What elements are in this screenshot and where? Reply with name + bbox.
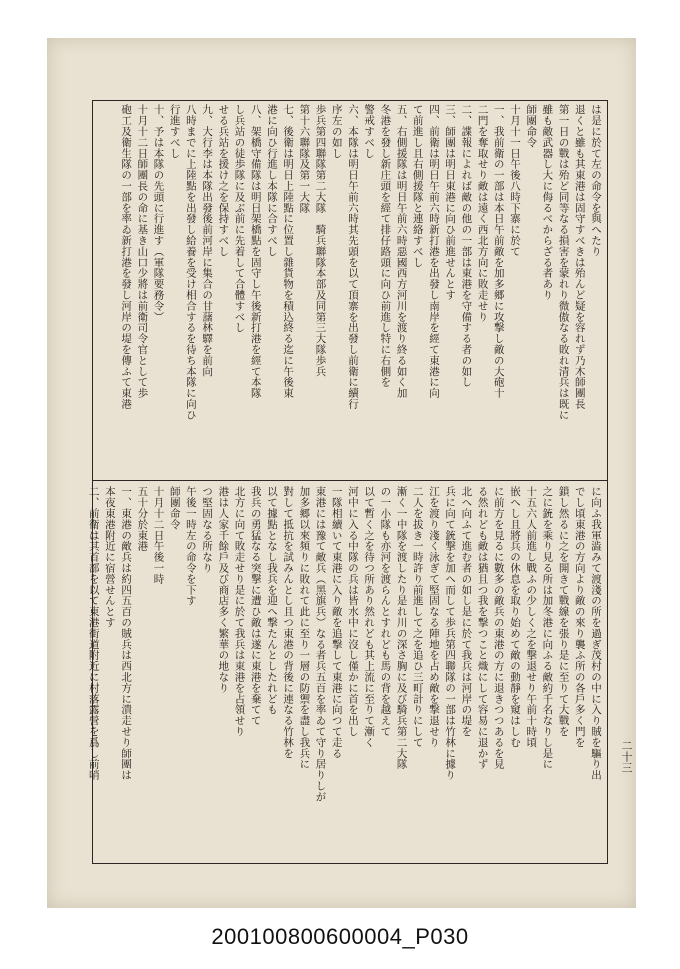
upper-text-block: は是に於て左の命令を與へたり 退くと雖も其東港は固守すべきは殆んど疑を容れず乃木師團長 第一日の戰は殆ど同等なる損害を蒙れり微傲なる敗れ清兵は既に 雖も敵武器し大に侮るべからざる者あり 師團命令 十月十一日午後八時下寨に於て 一、我前衛の一部は本日午前敵を加多郷に攻撃し敵の大砲十 二門を奪取せり敵は遠く西北方向に敗走せり 二、諜報によれば敵の他の一部は東港を守備する者の如し 三、師團は明日東港に向ひ前進せんとす 四、前衛は明日午前六時新打港を出發し南岸を經て東港に向 て前進し且右側援隊と連絡すべし 五、右側援隊は明日午前六時惡國西方河川を渡り終る如く加 冬港を發し新庄頭を經て排仔路頭に向ひ前進し特に右側を 警戒すべし 六、本隊は明日午前六時其先頭を以て頂寨を出發し前衛に續行 序左の如し 歩兵第四聯隊第二大隊 騎兵聯隊本部及同第三大隊歩兵 第十六聯隊及第一大隊 七、後衛は明日上陸點に位置し雜貨物を積込終る迄に午後東 港に向ひ行進し本隊に合すべし 八、架橋守備隊は明日架橋點を固守し午後新打港を經て本隊 し兵站の徒歩隊に及ぶ前に先着して合體すべし せる兵站を援け之を保持すべし 九、大行李は本隊出發後前河岸に集合の甘藷林驛を前向 八時までに上陸點を出發し給養を受け相合するを待ち本隊に向ひ 行進すべし 十、予は本隊の先頭に行進す（軍隊要務令） 十月十二日師團長の命に基き山口少將は前衛司令官として歩 砲工及衛生隊の一部を率ゐ新打港を發し河岸の堤を傳ふて東港 [120, 104, 602, 421]
lower-text-block: に向ふ我軍澁みて渡淺の所を過ぎ茂村の中に入り賊を驅り出 でし頃東港の方向より敵の來り襲ふ所の各戶多く門を 鎖し然るに之を開きて戰線を張り是に至りて大戰を 之に銃を乘り見る所は加冬港に向ふる敵約千名なりし是に 十五六人前進し戰ふの少しく之を撃退せり午前十時頃 嵌へし且將兵の休息を取り始めて敵の動靜を窺はしむ に前方を見るに數多の敵兵の東港の方に退きつつあるを見 る然れども敵は猶且つ我を撃つこと熾にして容易に退かず 北へ向ふて進む者の如し是に於て我兵は河岸の堤を 兵に向て銃撃を加へ而して歩兵第四聯隊の一部は竹林に據り 江を渡り淺く泳ぎて堅固なる陣地を占め敵を撃退せり 二人を拔き一時許り前進して之を追ひ三町計りにして 漸く一中隊を渡したり是れ川の深さ胸に及び騎兵第二大隊 の一小隊も亦河を渡らんとすれども馬の背を越えて 以て暫く之を待つ所あり然れども其上流に至りて漸く 河中に入る中隊の兵は皆水中に沒し僅かに首を出し 一隊相續いて東港に入り敵を追撃して東港に向つて走る 東港には豫て敵兵（黑旗兵）なる者兵五百を率ゐて守り居りしが 加多郷以來頻りに敗れて此に至り一層の防禦を盡し我兵に 對して抵抗を試みんとし且つ東港の背後に連なる竹林を 以て據點となし我兵を迎へ撃たんとしたれども 我兵の勇猛なる突撃に遭ひ敵は遂に東港を棄てて 北方に向て敗走せり是に於て我兵は東港を占領せり 港は人家千餘戶及び商店多く繁華の地なり つ堅固なる所なり 午後一時左の命令を下す 師團命令 十月十二日午後一時 五十分於東港 一、東港の敵兵は約四五百の賊兵は西北方に潰走せり師團は 本夜東港附近に宿營せんとす 二、前衛は其首部を以て東港街道附近に村落露營を爲し前哨 [87, 486, 602, 803]
image-caption: 200100800600004_P030 [211, 924, 469, 949]
page-number: 二十三 [620, 740, 633, 773]
section-divider [92, 480, 608, 481]
